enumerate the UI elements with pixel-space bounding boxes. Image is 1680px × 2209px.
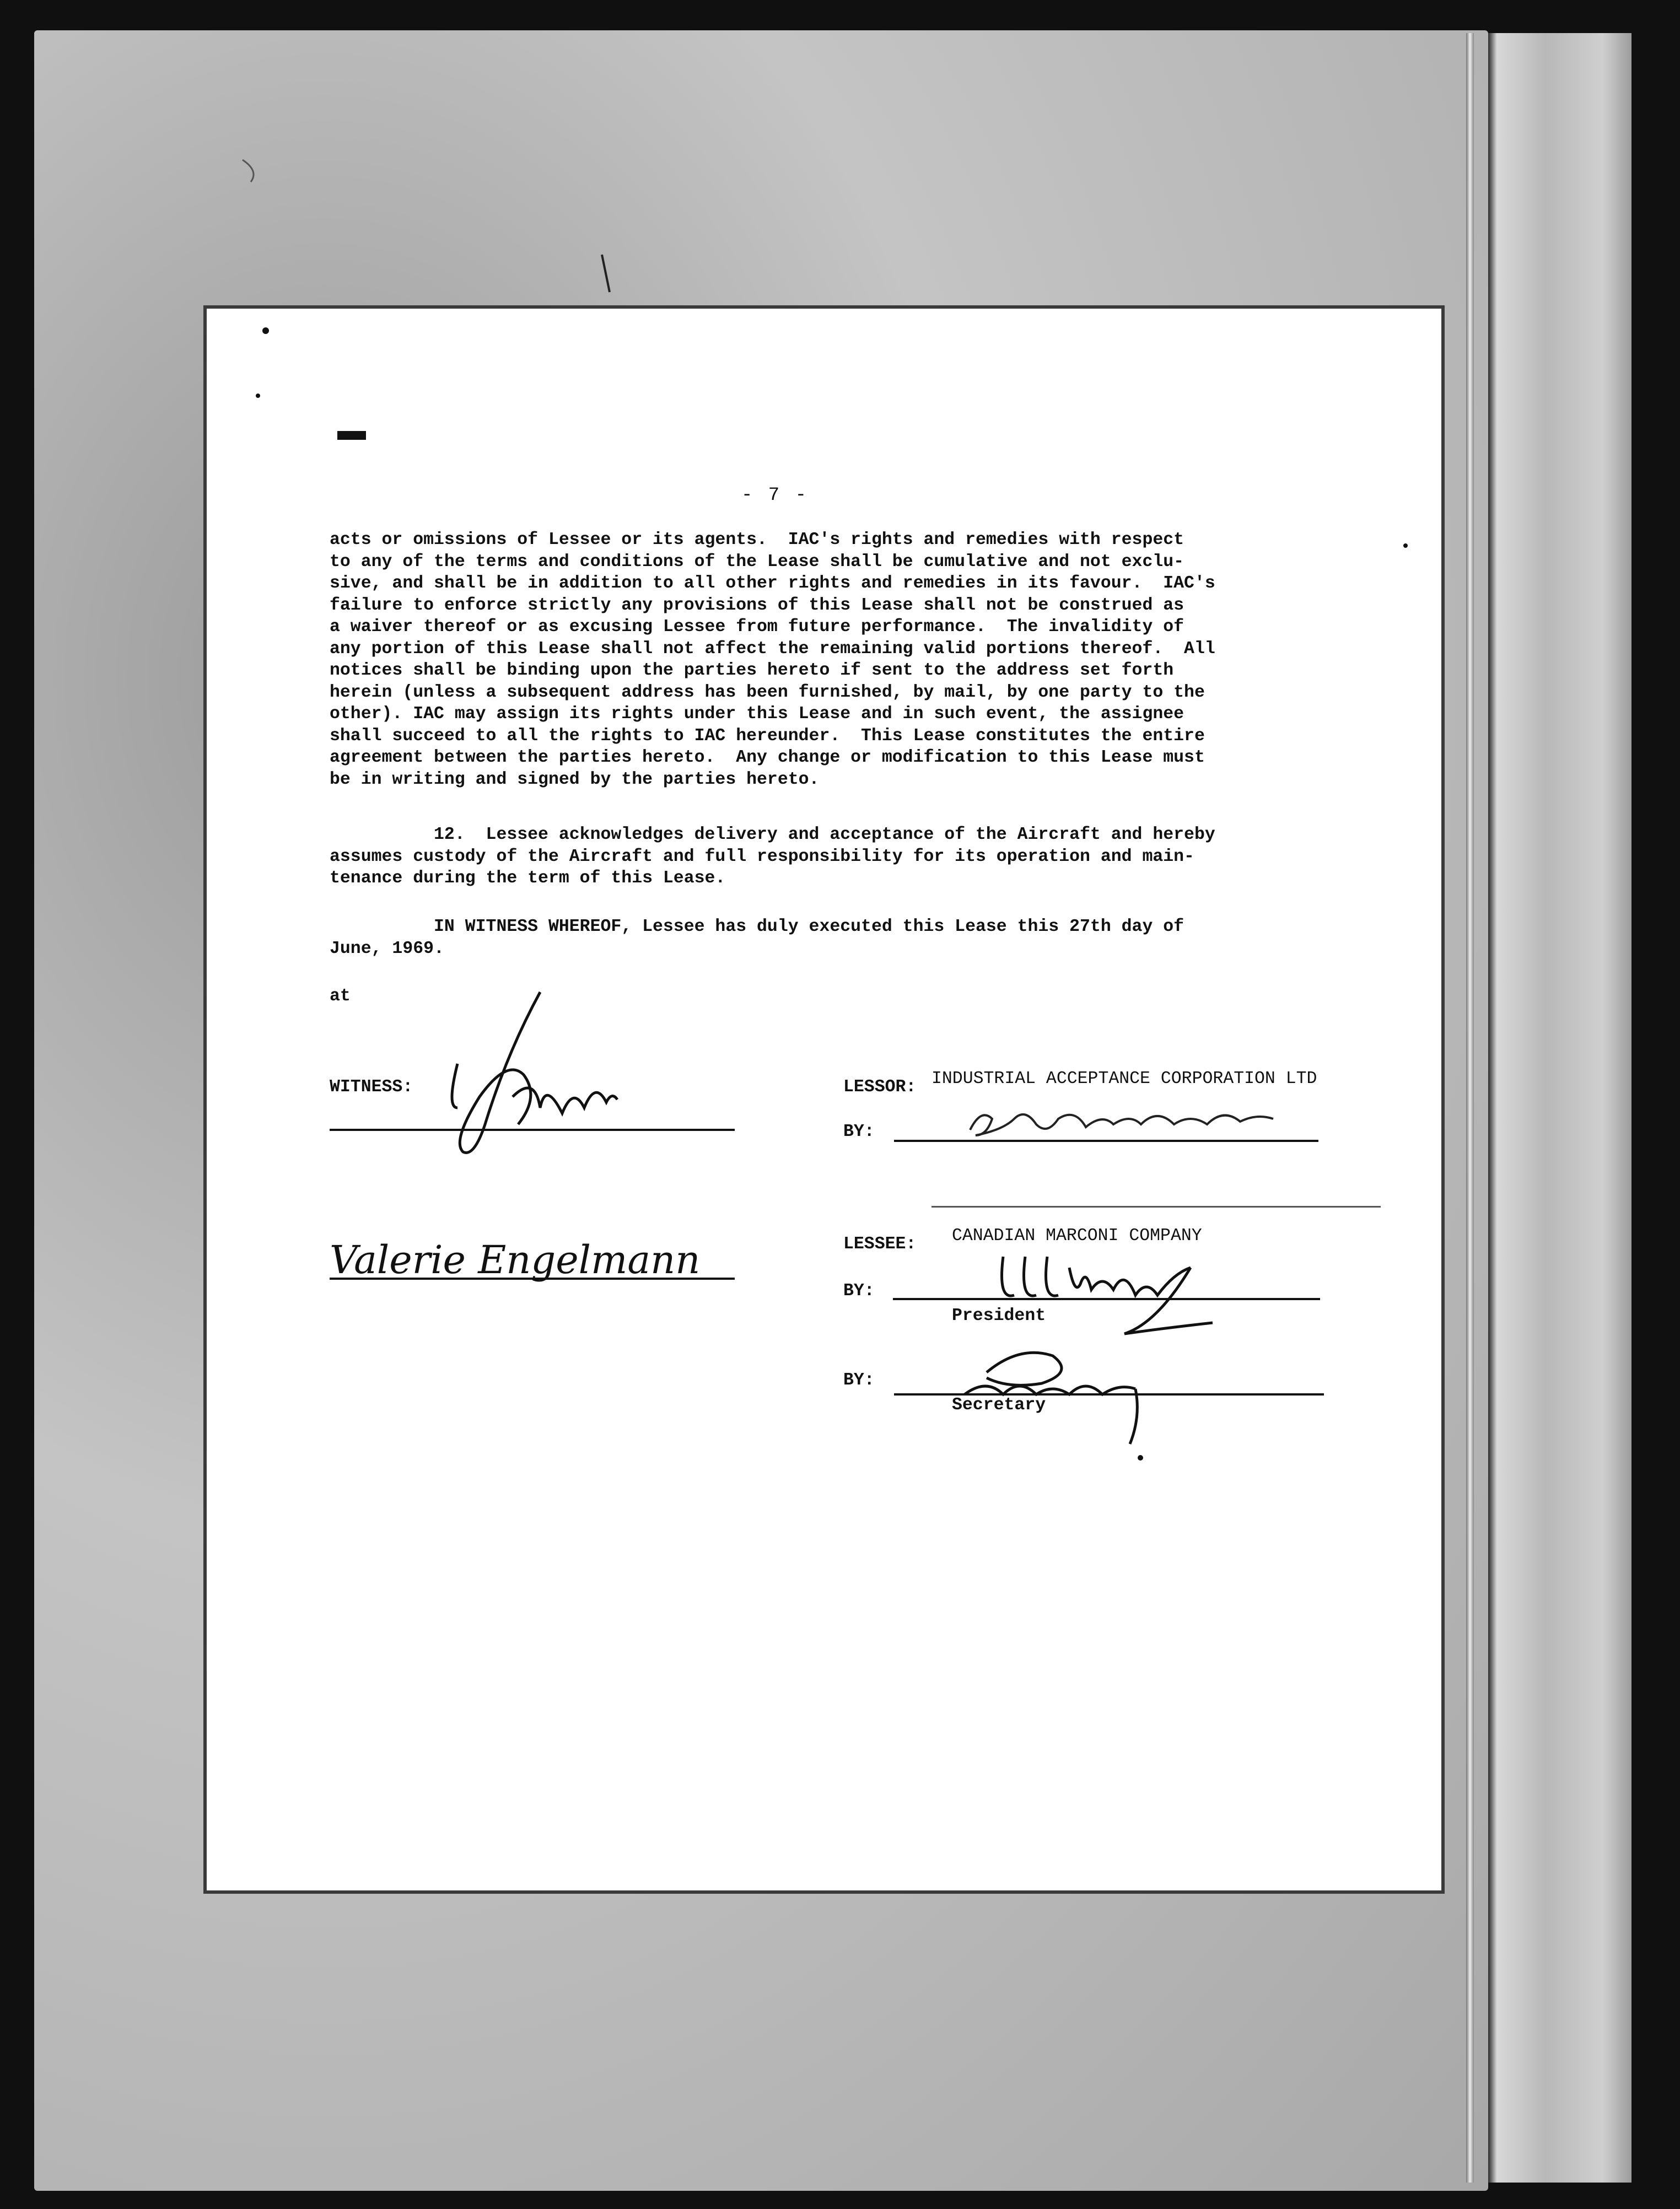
clause-11-line: agreement between the parties hereto. Any change or modification to this Lease must <box>330 748 1205 767</box>
witness-signature-1 <box>375 987 706 1174</box>
clause-11-line: shall succeed to all the rights to IAC hereunder. This Lease constitutes the entire <box>330 726 1205 746</box>
secretary-title: Secretary <box>952 1396 1046 1415</box>
in-witness-whereof-text <box>330 916 1311 960</box>
in-witness-whereof-line: June, 1969. <box>330 939 444 958</box>
lessor-by-label: BY: <box>843 1122 875 1141</box>
lessee-header-rule <box>931 1206 1381 1208</box>
in-witness-whereof-line: IN WITNESS WHEREOF, Lessee has duly executed this Lease this 27th day of <box>330 917 1184 936</box>
at-label: at <box>330 987 351 1006</box>
witness-label: WITNESS: <box>330 1077 413 1097</box>
clause-11-line: notices shall be binding upon the parties hereto if sent to the address set forth <box>330 661 1174 680</box>
clause-12-line: tenance during the term of this Lease. <box>330 869 726 888</box>
clause-11-line: any portion of this Lease shall not affect the remaining valid portions thereof. All <box>330 639 1215 659</box>
lessor-name: INDUSTRIAL ACCEPTANCE CORPORATION LTD <box>931 1069 1317 1089</box>
lessee-label: LESSEE: <box>843 1235 917 1254</box>
clause-11-line: other). IAC may assign its rights under this Lease and in such event, the assignee <box>330 704 1184 724</box>
clause-11-line: a waiver thereof or as excusing Lessee from future performance. The invalidity of <box>330 617 1184 637</box>
page-number: - 7 - <box>741 485 809 506</box>
clause-11-line: sive, and shall be in addition to all other rights and remedies in its favour. IAC's <box>330 574 1215 593</box>
clause-12-line: assumes custody of the Aircraft and full responsibility for its operation and main- <box>330 847 1194 866</box>
president-title: President <box>952 1306 1046 1326</box>
clause-11-text <box>330 529 1311 790</box>
lessee-name: CANADIAN MARCONI COMPANY <box>952 1226 1202 1246</box>
secretary-signature <box>954 1334 1185 1455</box>
president-signature <box>992 1246 1257 1345</box>
clause-11-line: herein (unless a subsequent address has been furnished, by mail, by one party to the <box>330 682 1205 702</box>
lessor-label: LESSOR: <box>843 1077 917 1097</box>
clause-12-text <box>330 824 1311 890</box>
clause-11-line: be in writing and signed by the parties hereto. <box>330 769 820 789</box>
clause-11-line: to any of the terms and conditions of the Lease shall be cumulative and not exclu- <box>330 552 1184 572</box>
clause-11-line: acts or omissions of Lessee or its agents. IAC's rights and remedies with respect <box>330 530 1184 549</box>
clause-12-line: 12. Lessee acknowledges delivery and acceptance of the Aircraft and hereby <box>330 825 1215 844</box>
lessee-by-label: BY: <box>843 1281 875 1301</box>
lessor-signature <box>948 1097 1301 1146</box>
clause-11-line: failure to enforce strictly any provisions of this Lease shall not be construed as <box>330 595 1184 615</box>
secretary-by-label: BY: <box>843 1371 875 1390</box>
witness-signature-2: Valerie Engelmann <box>330 1237 701 1283</box>
